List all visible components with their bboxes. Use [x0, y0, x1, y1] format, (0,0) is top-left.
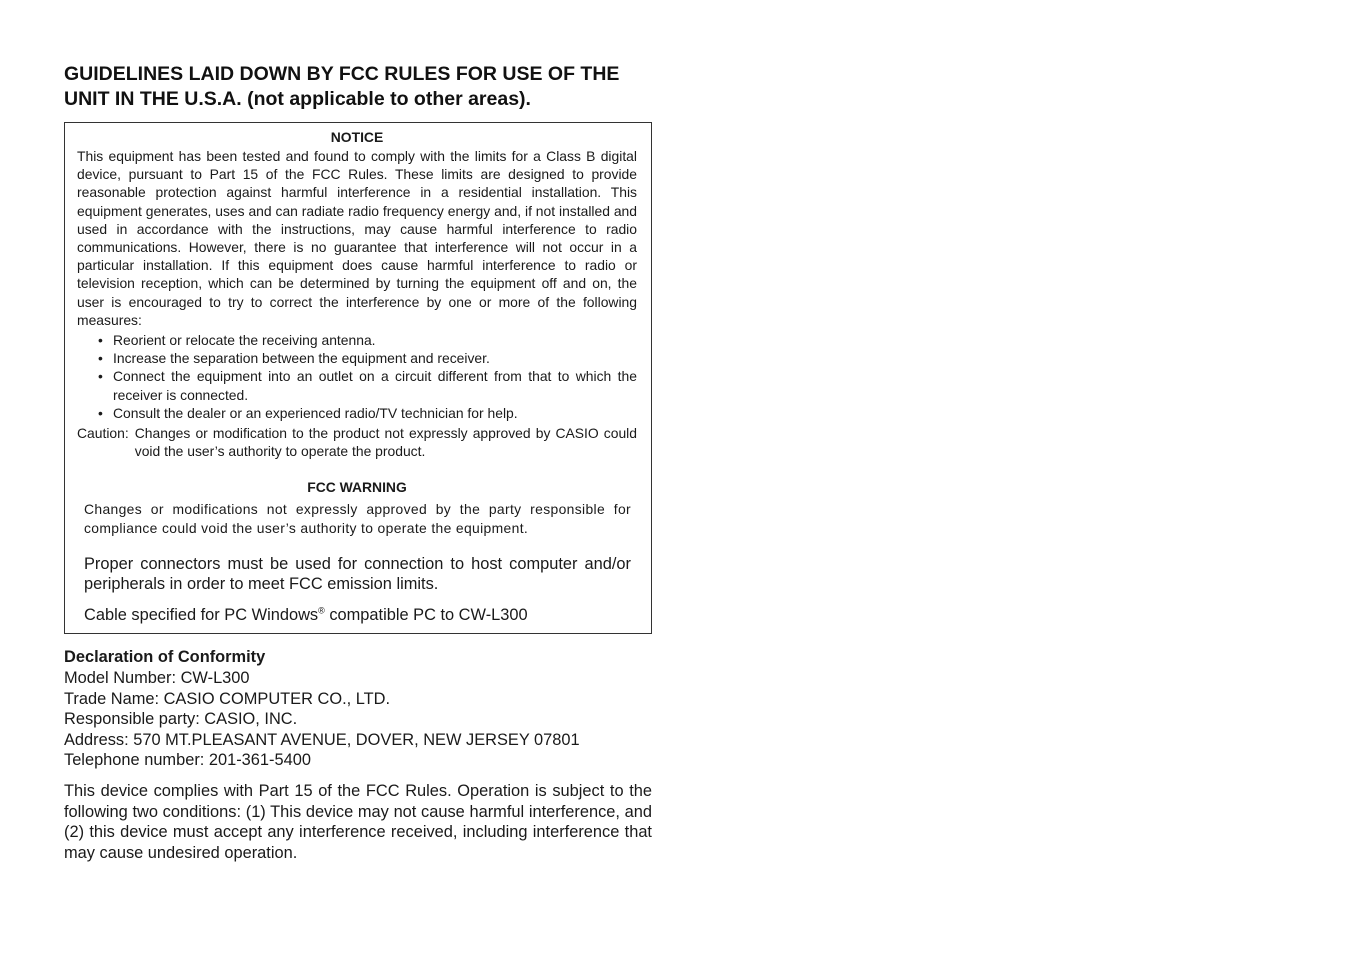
page-title-line-2: UNIT IN THE U.S.A. (not applicable to other areas). — [64, 88, 531, 110]
notice-body: This equipment has been tested and found to comply with the limits for a Class B digital device, pursuant to Part 15 of the FCC Rules. These limits are designed to provide reasonable protection against harmful interference in a residential installation. This equipment generates, uses and can radiate radio frequency energy and, if not installed and used in accordance with the instructions, may cause harmful interference to radio communications. However, there is no guarantee that interference will not occur in a particular installation. If this equipment does cause harmful interference to radio or television reception, which can be determined by turning the equipment off and on, the user is encouraged to try to correct the interference by one or more of the following measures: — [77, 148, 637, 328]
fcc-warning-title: FCC WARNING — [307, 479, 407, 496]
list-item — [77, 404, 637, 422]
declaration-line-address: Address: 570 MT.PLEASANT AVENUE, DOVER, NEW JERSEY 07801 — [64, 730, 580, 749]
caution-text: Changes or modification to the product not expressly approved by CASIO could void the user’s authority to operate the product. — [134, 425, 637, 460]
caution-note — [77, 424, 637, 460]
declaration-line-telephone: Telephone number: 201-361-5400 — [64, 751, 311, 770]
list-item — [77, 367, 637, 403]
bullet-icon: • — [98, 350, 103, 367]
declaration-title: Declaration of Conformity — [64, 648, 266, 667]
measures-list — [77, 331, 637, 422]
fcc-warning-text: Changes or modifications not expressly approved by the party responsible for compliance could void the user’s authority to operate the equipment. — [84, 501, 631, 536]
measure-text: Consult the dealer or an experienced radio/TV technician for help. — [113, 404, 518, 421]
declaration-line-trade-name: Trade Name: CASIO COMPUTER CO., LTD. — [64, 689, 391, 708]
notice-title: NOTICE — [330, 129, 384, 145]
cable-spec-text: Cable specified for PC Windows — [84, 605, 319, 624]
list-item — [77, 331, 637, 349]
page-title-line-1: GUIDELINES LAID DOWN BY FCC RULES FOR USE OF THE — [64, 63, 620, 85]
registered-mark: ® — [318, 605, 325, 616]
list-item — [77, 349, 637, 367]
measure-text: Connect the equipment into an outlet on a circuit different from that to which the receiver is connected. — [113, 368, 637, 403]
bullet-icon: • — [98, 404, 103, 421]
declaration-line-model: Model Number: CW-L300 — [64, 668, 250, 687]
compliance-statement: This device complies with Part 15 of the FCC Rules. Operation is subject to the following two conditions: (1) This device may not cause harmful interference, and (2) this device must accept any interference received, including interference that may cause undesired operation. — [64, 781, 652, 862]
declaration-line-responsible-party: Responsible party: CASIO, INC. — [64, 710, 298, 729]
measure-text: Reorient or relocate the receiving antenna. — [113, 332, 376, 349]
caution-label: Caution: — [77, 425, 129, 442]
measure-text: Increase the separation between the equipment and receiver. — [113, 350, 490, 367]
page-title — [64, 62, 652, 112]
fcc-warning-section — [77, 500, 637, 625]
fcc-notice-box — [64, 122, 652, 634]
connectors-notice: Proper connectors must be used for connection to host computer and/or peripherals in order to meet FCC emission limits. — [84, 554, 631, 594]
bullet-icon: • — [98, 332, 103, 349]
bullet-icon: • — [98, 368, 103, 385]
cable-spec — [84, 605, 631, 626]
cable-spec-model: compatible PC to CW-L300 — [324, 605, 528, 624]
document-page — [64, 62, 652, 880]
declaration-of-conformity — [64, 647, 652, 771]
